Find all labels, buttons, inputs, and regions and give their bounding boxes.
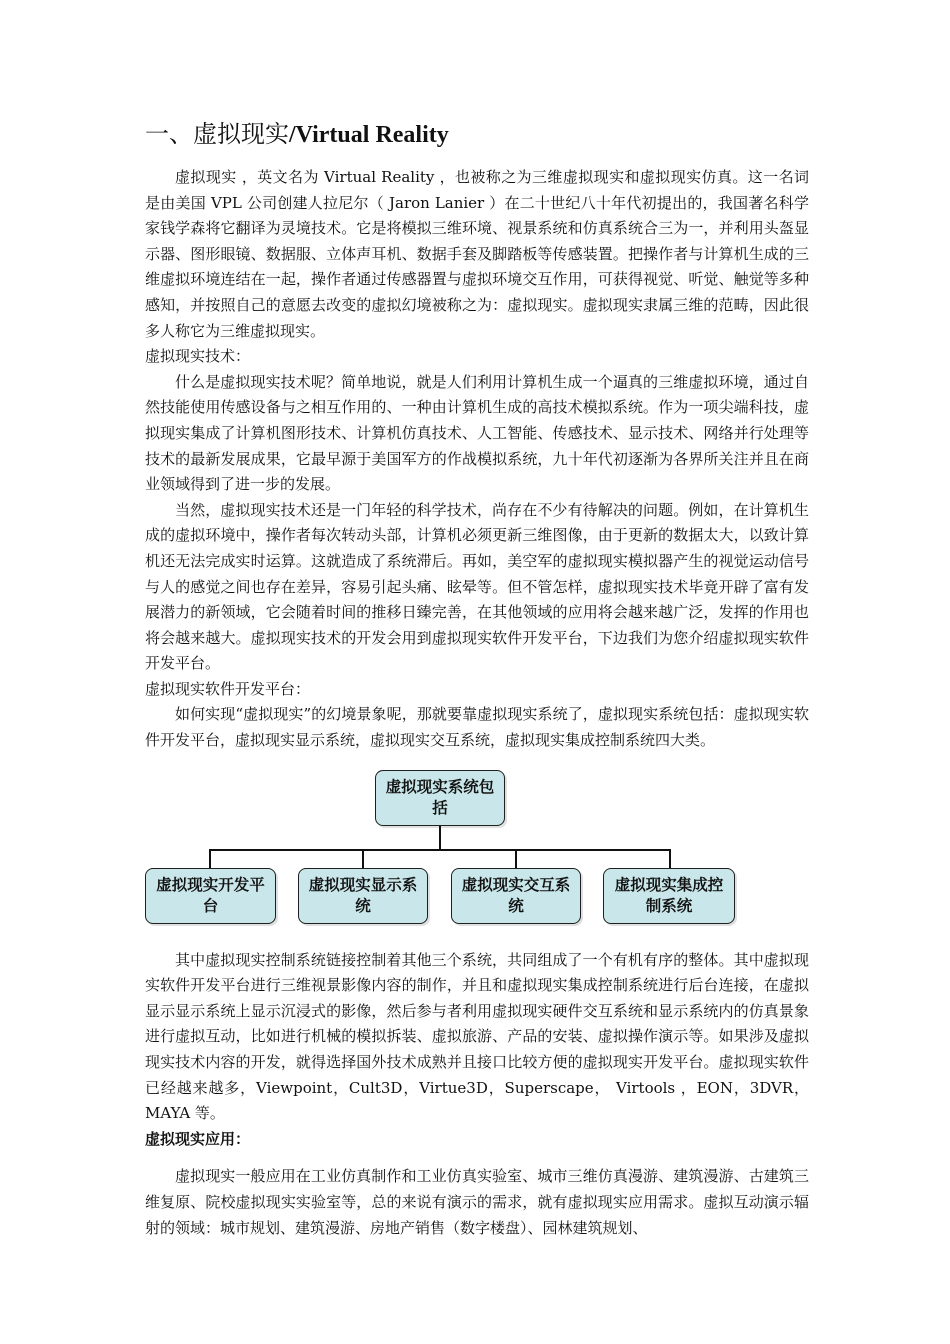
- diagram-child-box-4: [603, 868, 735, 924]
- section-heading-tech: 虚拟现实技术：: [145, 347, 251, 366]
- diagram-child-box-1: [145, 868, 276, 924]
- system-diagram: [145, 770, 809, 928]
- platform-paragraph: 如何实现“虚拟现实”的幻境景象呢，那就要靠虚拟现实系统了，虚拟现实系统包括：虚拟现实软件开发平台，虚拟现实显示系统，虚拟现实交互系统，虚拟现实集成控制系统四大类。: [145, 705, 809, 750]
- tech-paragraph-2: 当然，虚拟现实技术还是一门年轻的科学技术，尚存在不少有待解决的问题。例如，在计算机生成的虚拟环境中，操作者每次转动头部，计算机必须更新三维图像，由于更新的数据太大，以致计算机还无法完成实时运算。这就造成了系统滞后。再如，美空军的虚拟现实模拟器产生的视觉运动信号与人的感觉之间也存在差异，容易引起头痛、眩晕等。但不管怎样，虚拟现实技术毕竟开辟了富有发展潜力的新领域，它会随着时间的推移日臻完善，在其他领域的应用将会越来越广泛，发挥的作用也将会越来越大。虚拟现实技术的开发会用到虚拟现实软件开发平台，下边我们为您介绍虚拟现实软件开发平台。: [145, 500, 809, 673]
- diagram-child-label-2: 虚拟现实显示系统: [308, 875, 418, 915]
- title-chinese: 一、虚拟现实: [145, 120, 289, 148]
- title-english: /Virtual Reality: [289, 122, 449, 148]
- document-page: [145, 118, 809, 1241]
- diagram-child-label-1: 虚拟现实开发平台: [156, 875, 265, 915]
- diagram-child-label-4: 虚拟现实集成控制系统: [614, 875, 724, 915]
- section-heading-platform: 虚拟现实软件开发平台：: [145, 679, 311, 698]
- diagram-connector-horizontal: [209, 849, 669, 851]
- diagram-child-box-2: [298, 868, 428, 924]
- control-paragraph: 其中虚拟现实控制系统链接控制着其他三个系统，共同组成了一个有机有序的整体。其中虚拟现实软件开发平台进行三维视景影像内容的制作，并且和虚拟现实集成控制系统进行后台连接，在虚拟显示显示系统上显示沉浸式的影像，然后参与者利用虚拟现实硬件交互系统和显示系统内的仿真景象进行虚拟互动，比如进行机械的模拟拆装、虚拟旅游、产品的安装、虚拟操作演示等。如果涉及虚拟现实技术内容的开发，就得选择国外技术成熟并且接口比较方便的虚拟现实开发平台。虚拟现实软件已经越来越多，Viewpoint，Cult3D，Virtue3D，Superscape， Virtools ，EON，3DVR，MAYA 等。: [145, 950, 809, 1123]
- diagram-root-label: 虚拟现实系统包括: [385, 777, 495, 817]
- diagram-connector-child-4: [669, 849, 671, 868]
- diagram-connector-child-2: [362, 849, 364, 868]
- diagram-root-box: [375, 770, 505, 826]
- section-heading-application: 虚拟现实应用：: [145, 1129, 251, 1148]
- intro-paragraph: 虚拟现实 ，英文名为 Virtual Reality ，也被称之为三维虚拟现实和虚拟现实仿真。这一名词是由美国 VPL 公司创建人拉尼尔（ Jaron Lanier ）在二十世纪八十年代初提出的，我国著名科学家钱学森将它翻译为灵境技术。它是将模拟三维环境、视景系统和仿真系统合三为一，并利用头盔显示器、图形眼镜、数据服、立体声耳机、数据手套及脚踏板等传感装置。把操作者与计算机生成的三维虚拟环境连结在一起，操作者通过传感器置与虚拟环境交互作用，可获得视觉、听觉、触觉等多种感知，并按照自己的意愿去改变的虚拟幻境被称之为：虚拟现实。虚拟现实隶属三维的范畴，因此很多人称它为三维虚拟现实。: [145, 168, 809, 340]
- diagram-connector-child-3: [515, 849, 517, 868]
- application-paragraph: 虚拟现实一般应用在工业仿真制作和工业仿真实验室、城市三维仿真漫游、建筑漫游、古建筑三维复原、院校虚拟现实实验室等，总的来说有演示的需求，就有虚拟现实应用需求。虚拟互动演示辐射的领域：城市规划、建筑漫游、房地产销售（数字楼盘）、园林建筑规划、: [145, 1167, 809, 1237]
- diagram-connector-root: [439, 825, 441, 849]
- diagram-child-label-3: 虚拟现实交互系统: [461, 875, 571, 915]
- diagram-child-box-3: [451, 868, 581, 924]
- spacer: [145, 1152, 809, 1164]
- diagram-connector-child-1: [209, 849, 211, 868]
- page-title: [145, 118, 809, 151]
- tech-paragraph-1: 什么是虚拟现实技术呢？简单地说，就是人们利用计算机生成一个逼真的三维虚拟环境，通过自然技能使用传感设备与之相互作用的、一种由计算机生成的高技术模拟系统。作为一项尖端科技，虚拟现实集成了计算机图形技术、计算机仿真技术、人工智能、传感技术、显示技术、网络并行处理等技术的最新发展成果，它最早源于美国军方的作战模拟系统，九十年代初逐渐为各界所关注并且在商业领域得到了进一步的发展。: [145, 372, 809, 494]
